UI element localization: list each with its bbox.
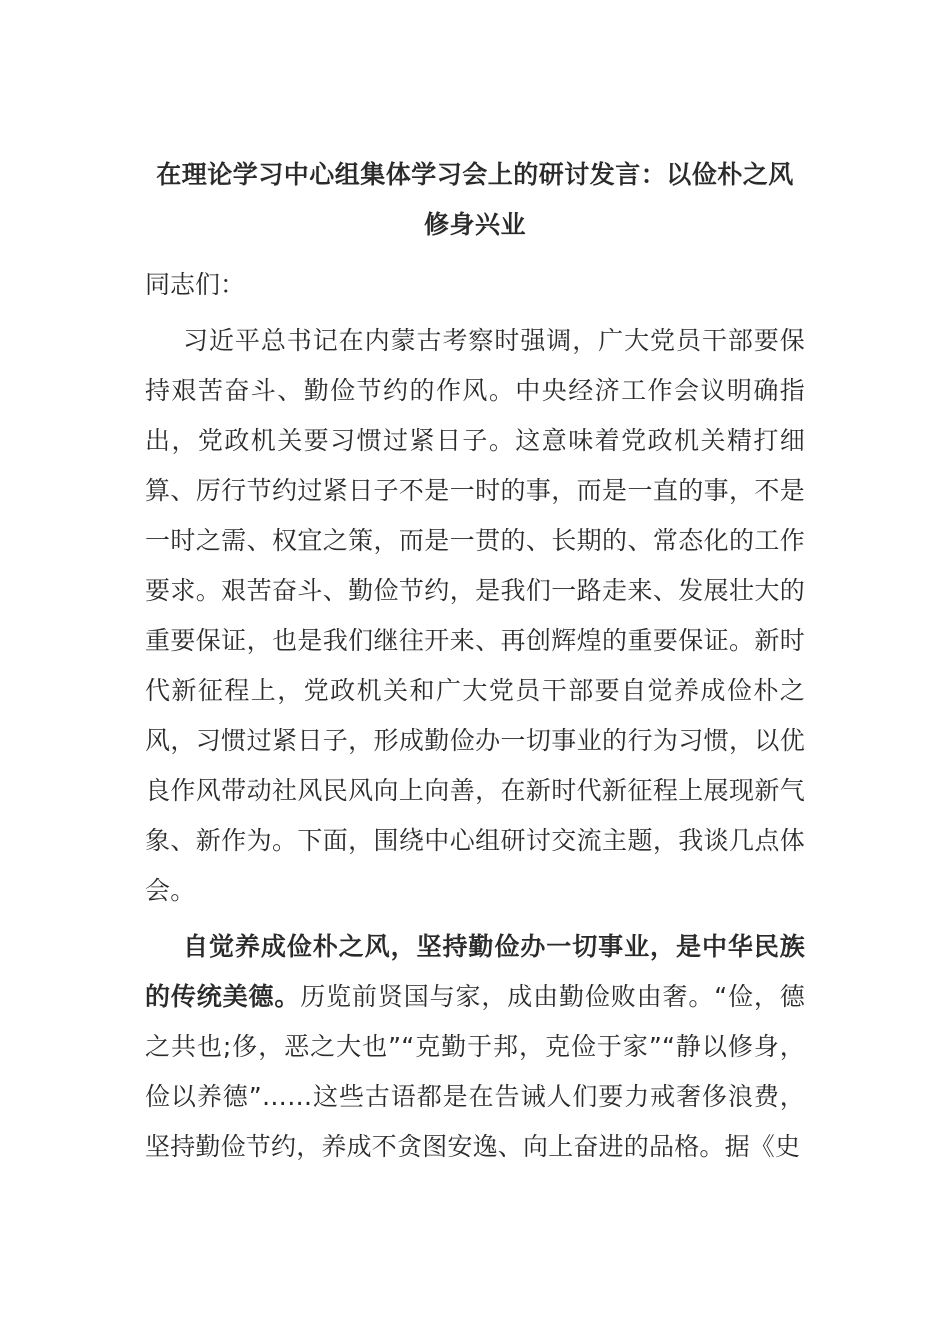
document-page — [145, 150, 805, 1172]
document-title: 在理论学习中心组集体学习会上的研讨发言：以俭朴之风修身兴业 — [156, 160, 794, 239]
paragraph-section-one-body: 历览前贤国与家，成由勤俭败由奢。“俭，德之共也;侈，恶之大也”“克勤于邦，克俭于家”“静以修身，俭以养德”……这些古语都是在告诫人们要力戒奢侈浪费，坚持勤俭节约，养成不贪图安逸、向上奋进的品格。据《史 — [145, 982, 805, 1161]
paragraph-intro: 习近平总书记在内蒙古考察时强调，广大党员干部要保持艰苦奋斗、勤俭节约的作风。中央经济工作会议明确指出，党政机关要习惯过紧日子。这意味着党政机关精打细算、厉行节约过紧日子不是一时的事，而是一直的事，不是一时之需、权宜之策，而是一贯的、长期的、常态化的工作要求。艰苦奋斗、勤俭节约，是我们一路走来、发展壮大的重要保证，也是我们继往开来、再创辉煌的重要保证。新时代新征程上，党政机关和广大党员干部要自觉养成俭朴之风，习惯过紧日子，形成勤俭办一切事业的行为习惯，以优良作风带动社风民风向上向善，在新时代新征程上展现新气象、新作为。下面，围绕中心组研讨交流主题，我谈几点体会。 — [145, 326, 805, 905]
salutation: 同志们： — [145, 270, 246, 299]
paragraph-section-one-lead: 自觉养成俭朴之风，坚持勤俭办一切事业，是中华民族的传统美德。 — [145, 932, 805, 1011]
paragraph-section-one — [145, 922, 805, 1172]
